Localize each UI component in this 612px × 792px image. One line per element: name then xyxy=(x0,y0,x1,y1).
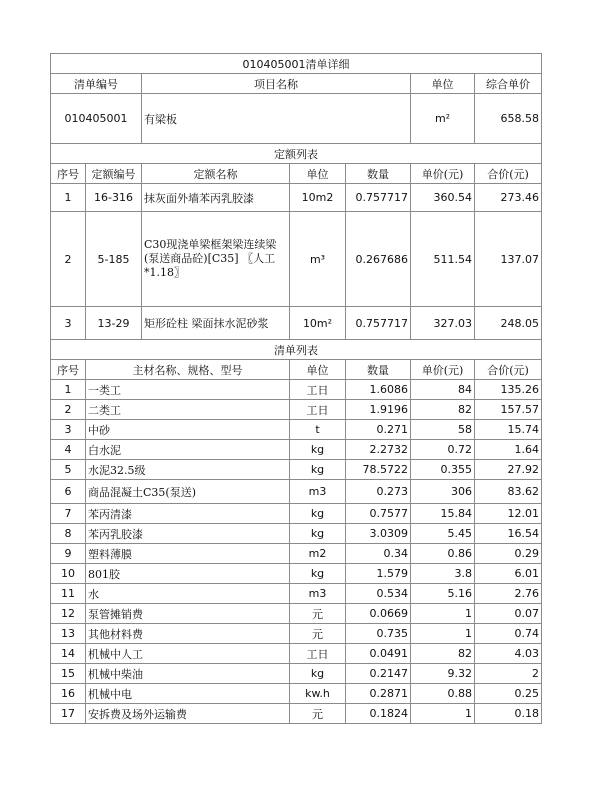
list-seq: 15 xyxy=(51,664,86,684)
list-total: 27.92 xyxy=(475,460,542,480)
list-header-total: 合价(元) xyxy=(475,360,542,380)
list-header-unit: 单位 xyxy=(290,360,346,380)
list-row xyxy=(51,564,542,584)
list-unit: kg xyxy=(290,664,346,684)
list-total: 157.57 xyxy=(475,400,542,420)
list-unit: m3 xyxy=(290,480,346,504)
list-price: 15.84 xyxy=(411,504,475,524)
quota-row xyxy=(51,307,542,340)
list-unit: 元 xyxy=(290,704,346,724)
table-title: 010405001清单详细 xyxy=(51,54,542,74)
list-total: 2.76 xyxy=(475,584,542,604)
list-name: 机械中柴油 xyxy=(86,664,290,684)
list-seq: 8 xyxy=(51,524,86,544)
list-name: 商品混凝土C35(泵送) xyxy=(86,480,290,504)
list-price: 9.32 xyxy=(411,664,475,684)
list-price: 1 xyxy=(411,624,475,644)
quota-code: 5-185 xyxy=(86,212,142,307)
list-name: 中砂 xyxy=(86,420,290,440)
list-seq: 10 xyxy=(51,564,86,584)
list-total: 0.29 xyxy=(475,544,542,564)
quota-total: 273.46 xyxy=(475,184,542,212)
list-row xyxy=(51,704,542,724)
list-name: 机械中人工 xyxy=(86,644,290,664)
list-name: 其他材料费 xyxy=(86,624,290,644)
list-seq: 12 xyxy=(51,604,86,624)
quota-seq: 1 xyxy=(51,184,86,212)
list-name: 苯丙清漆 xyxy=(86,504,290,524)
list-name: 泵管摊销费 xyxy=(86,604,290,624)
list-total: 0.74 xyxy=(475,624,542,644)
list-unit: 工日 xyxy=(290,644,346,664)
list-qty: 0.2871 xyxy=(346,684,411,704)
list-name: 苯丙乳胶漆 xyxy=(86,524,290,544)
quota-header-total: 合价(元) xyxy=(475,164,542,184)
quota-name: 抹灰面外墙苯丙乳胶漆 xyxy=(142,184,290,212)
quota-unit: m³ xyxy=(290,212,346,307)
list-section-row xyxy=(51,340,542,360)
list-name: 一类工 xyxy=(86,380,290,400)
header-unit: 单位 xyxy=(411,74,475,94)
quota-row xyxy=(51,212,542,307)
list-price: 84 xyxy=(411,380,475,400)
quota-code: 16-316 xyxy=(86,184,142,212)
list-total: 2 xyxy=(475,664,542,684)
list-qty: 0.34 xyxy=(346,544,411,564)
list-total: 0.18 xyxy=(475,704,542,724)
bill-row xyxy=(51,94,542,144)
list-total: 6.01 xyxy=(475,564,542,584)
list-qty: 1.579 xyxy=(346,564,411,584)
list-seq: 2 xyxy=(51,400,86,420)
list-qty: 0.273 xyxy=(346,480,411,504)
bill-item-name: 有梁板 xyxy=(142,94,411,144)
list-unit: kg xyxy=(290,440,346,460)
list-header-name: 主材名称、规格、型号 xyxy=(86,360,290,380)
quota-name: C30现浇单梁框架梁连续梁(泵送商品砼)[C35] 〖人工*1.18〗 xyxy=(142,212,290,307)
list-qty: 0.0669 xyxy=(346,604,411,624)
list-seq: 1 xyxy=(51,380,86,400)
list-row xyxy=(51,380,542,400)
list-name: 水泥32.5级 xyxy=(86,460,290,480)
list-header-seq: 序号 xyxy=(51,360,86,380)
list-name: 801胶 xyxy=(86,564,290,584)
list-unit: kw.h xyxy=(290,684,346,704)
quota-code: 13-29 xyxy=(86,307,142,340)
list-header-price: 单价(元) xyxy=(411,360,475,380)
list-price: 1 xyxy=(411,704,475,724)
list-name: 二类工 xyxy=(86,400,290,420)
list-unit: kg xyxy=(290,504,346,524)
quota-section-title: 定额列表 xyxy=(51,144,542,164)
list-price: 1 xyxy=(411,604,475,624)
quota-total: 137.07 xyxy=(475,212,542,307)
list-unit: 工日 xyxy=(290,380,346,400)
list-total: 15.74 xyxy=(475,420,542,440)
quota-total: 248.05 xyxy=(475,307,542,340)
list-row xyxy=(51,460,542,480)
quota-seq: 3 xyxy=(51,307,86,340)
list-seq: 3 xyxy=(51,420,86,440)
list-price: 0.86 xyxy=(411,544,475,564)
list-qty: 0.1824 xyxy=(346,704,411,724)
header-unit-price: 综合单价 xyxy=(475,74,542,94)
list-seq: 14 xyxy=(51,644,86,664)
quota-header-seq: 序号 xyxy=(51,164,86,184)
quota-header-price: 单价(元) xyxy=(411,164,475,184)
bill-unit: m² xyxy=(411,94,475,144)
list-name: 机械中电 xyxy=(86,684,290,704)
quota-price: 511.54 xyxy=(411,212,475,307)
list-price: 3.8 xyxy=(411,564,475,584)
list-price: 82 xyxy=(411,644,475,664)
quota-qty: 0.757717 xyxy=(346,307,411,340)
list-row xyxy=(51,544,542,564)
quota-seq: 2 xyxy=(51,212,86,307)
list-price: 58 xyxy=(411,420,475,440)
list-row xyxy=(51,664,542,684)
list-seq: 7 xyxy=(51,504,86,524)
quota-price: 327.03 xyxy=(411,307,475,340)
list-qty: 1.6086 xyxy=(346,380,411,400)
list-total: 4.03 xyxy=(475,644,542,664)
list-row xyxy=(51,644,542,664)
list-row xyxy=(51,584,542,604)
list-unit: m2 xyxy=(290,544,346,564)
list-total: 1.64 xyxy=(475,440,542,460)
quota-qty: 0.267686 xyxy=(346,212,411,307)
list-qty: 0.7577 xyxy=(346,504,411,524)
list-price: 306 xyxy=(411,480,475,504)
list-unit: 元 xyxy=(290,624,346,644)
list-header-row xyxy=(51,360,542,380)
list-qty: 0.2147 xyxy=(346,664,411,684)
list-unit: kg xyxy=(290,460,346,480)
list-qty: 2.2732 xyxy=(346,440,411,460)
quota-unit: 10m2 xyxy=(290,184,346,212)
list-seq: 4 xyxy=(51,440,86,460)
header-item-name: 项目名称 xyxy=(142,74,411,94)
list-total: 135.26 xyxy=(475,380,542,400)
list-qty: 0.534 xyxy=(346,584,411,604)
list-name: 水 xyxy=(86,584,290,604)
list-unit: 元 xyxy=(290,604,346,624)
list-price: 82 xyxy=(411,400,475,420)
quota-price: 360.54 xyxy=(411,184,475,212)
title-row xyxy=(51,54,542,74)
bill-detail-table xyxy=(50,53,542,724)
list-name: 安拆费及场外运输费 xyxy=(86,704,290,724)
quota-name: 矩形砼柱 梁面抹水泥砂浆 xyxy=(142,307,290,340)
list-section-title: 清单列表 xyxy=(51,340,542,360)
list-seq: 5 xyxy=(51,460,86,480)
list-unit: 工日 xyxy=(290,400,346,420)
list-total: 12.01 xyxy=(475,504,542,524)
list-total: 0.07 xyxy=(475,604,542,624)
list-qty: 0.735 xyxy=(346,624,411,644)
header-bill-code: 清单编号 xyxy=(51,74,142,94)
list-total: 16.54 xyxy=(475,524,542,544)
list-total: 83.62 xyxy=(475,480,542,504)
bill-code: 010405001 xyxy=(51,94,142,144)
list-name: 塑料薄膜 xyxy=(86,544,290,564)
quota-header-unit: 单位 xyxy=(290,164,346,184)
list-seq: 13 xyxy=(51,624,86,644)
list-row xyxy=(51,624,542,644)
list-header-qty: 数量 xyxy=(346,360,411,380)
list-qty: 0.0491 xyxy=(346,644,411,664)
list-unit: kg xyxy=(290,524,346,544)
list-seq: 16 xyxy=(51,684,86,704)
list-row xyxy=(51,604,542,624)
list-seq: 6 xyxy=(51,480,86,504)
list-price: 0.88 xyxy=(411,684,475,704)
list-price: 5.45 xyxy=(411,524,475,544)
list-qty: 1.9196 xyxy=(346,400,411,420)
list-price: 0.355 xyxy=(411,460,475,480)
list-seq: 9 xyxy=(51,544,86,564)
quota-header-qty: 数量 xyxy=(346,164,411,184)
quota-unit: 10m² xyxy=(290,307,346,340)
list-qty: 0.271 xyxy=(346,420,411,440)
quota-section-row xyxy=(51,144,542,164)
quota-header-row xyxy=(51,164,542,184)
list-unit: t xyxy=(290,420,346,440)
list-total: 0.25 xyxy=(475,684,542,704)
list-row xyxy=(51,420,542,440)
list-qty: 3.0309 xyxy=(346,524,411,544)
list-seq: 11 xyxy=(51,584,86,604)
list-price: 0.72 xyxy=(411,440,475,460)
list-row xyxy=(51,524,542,544)
list-row xyxy=(51,480,542,504)
list-row xyxy=(51,504,542,524)
list-row xyxy=(51,684,542,704)
list-row xyxy=(51,440,542,460)
bill-header-row xyxy=(51,74,542,94)
list-row xyxy=(51,400,542,420)
list-price: 5.16 xyxy=(411,584,475,604)
list-name: 白水泥 xyxy=(86,440,290,460)
list-qty: 78.5722 xyxy=(346,460,411,480)
list-seq: 17 xyxy=(51,704,86,724)
list-unit: kg xyxy=(290,564,346,584)
list-unit: m3 xyxy=(290,584,346,604)
quota-header-name: 定额名称 xyxy=(142,164,290,184)
quota-header-code: 定额编号 xyxy=(86,164,142,184)
bill-unit-price: 658.58 xyxy=(475,94,542,144)
quota-row xyxy=(51,184,542,212)
quota-qty: 0.757717 xyxy=(346,184,411,212)
